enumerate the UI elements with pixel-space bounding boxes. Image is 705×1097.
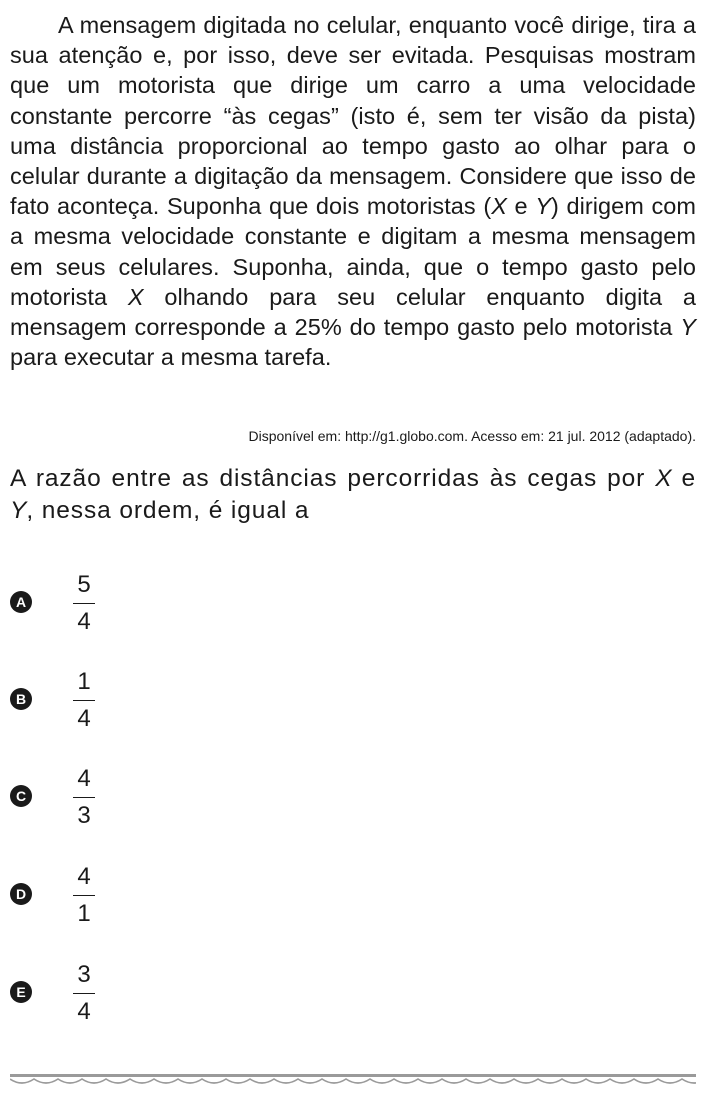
variable-x: X — [127, 283, 144, 310]
variable-y: Y — [10, 497, 27, 524]
passage-segment: ) dirigem com a mesma velocidade constante e digitam a mesma mensagem em seus celulares. Suponha, ainda, que o tempo gasto pelo motorista — [10, 193, 696, 310]
option-a[interactable] — [10, 570, 210, 650]
footer-wavy-rule — [10, 1074, 696, 1088]
fraction — [70, 764, 98, 831]
numerator: 4 — [77, 765, 91, 792]
footer-rule-wave — [10, 1079, 696, 1083]
fraction — [70, 862, 98, 929]
option-b[interactable] — [10, 667, 210, 747]
numerator: 3 — [77, 961, 91, 988]
denominator: 4 — [77, 608, 91, 635]
option-letter-badge: C — [10, 785, 32, 807]
fraction-bar — [73, 797, 95, 798]
numerator: 1 — [77, 668, 91, 695]
variable-x: X — [491, 193, 507, 220]
option-letter-badge: A — [10, 591, 32, 613]
fraction-bar — [73, 603, 95, 604]
option-letter-badge: B — [10, 688, 32, 710]
question-text — [10, 463, 696, 527]
variable-y: Y — [680, 314, 696, 341]
variable-x: X — [655, 465, 672, 492]
numerator: 5 — [77, 571, 91, 598]
question-segment: A razão entre as distâncias percorridas às cegas por — [10, 465, 656, 492]
option-letter-badge: E — [10, 981, 32, 1003]
fraction-bar — [73, 700, 95, 701]
passage-segment: A mensagem digitada no celular, enquanto você dirige, tira a sua atenção e, por isso, deve ser evitada. Pesquisas mostram que um motorista que dirige um carro a uma velocidade constante percorre “às cegas” (isto é, sem ter visão da pista) uma distância proporcional ao tempo gasto ao olhar para o celular durante a digitação da mensagem. Considere que isso de fato aconteça. Suponha que dois motoristas ( — [10, 12, 696, 220]
variable-y: Y — [535, 193, 551, 220]
option-e[interactable] — [10, 960, 210, 1040]
passage-segment: e — [506, 193, 536, 220]
question-segment: e — [671, 465, 696, 492]
option-c[interactable] — [10, 764, 210, 844]
fraction — [70, 960, 98, 1027]
denominator: 4 — [77, 998, 91, 1025]
passage-text — [10, 10, 696, 372]
fraction — [70, 570, 98, 637]
question-segment: , nessa ordem, é igual a — [26, 497, 310, 524]
option-d[interactable] — [10, 862, 210, 942]
denominator: 1 — [77, 900, 91, 927]
fraction — [70, 667, 98, 734]
passage-segment: olhando para seu celular enquanto digita a mensagem corresponde a 25% do tempo gasto pelo motorista — [10, 283, 696, 341]
fraction-bar — [73, 993, 95, 994]
denominator: 3 — [77, 802, 91, 829]
fraction-bar — [73, 895, 95, 896]
numerator: 4 — [77, 863, 91, 890]
denominator: 4 — [77, 705, 91, 732]
option-letter-badge: D — [10, 883, 32, 905]
passage-segment: para executar a mesma tarefa. — [10, 344, 332, 371]
source-citation: Disponível em: http://g1.globo.com. Acesso em: 21 jul. 2012 (adaptado). — [248, 428, 696, 444]
footer-rule-top-bar — [10, 1074, 696, 1077]
